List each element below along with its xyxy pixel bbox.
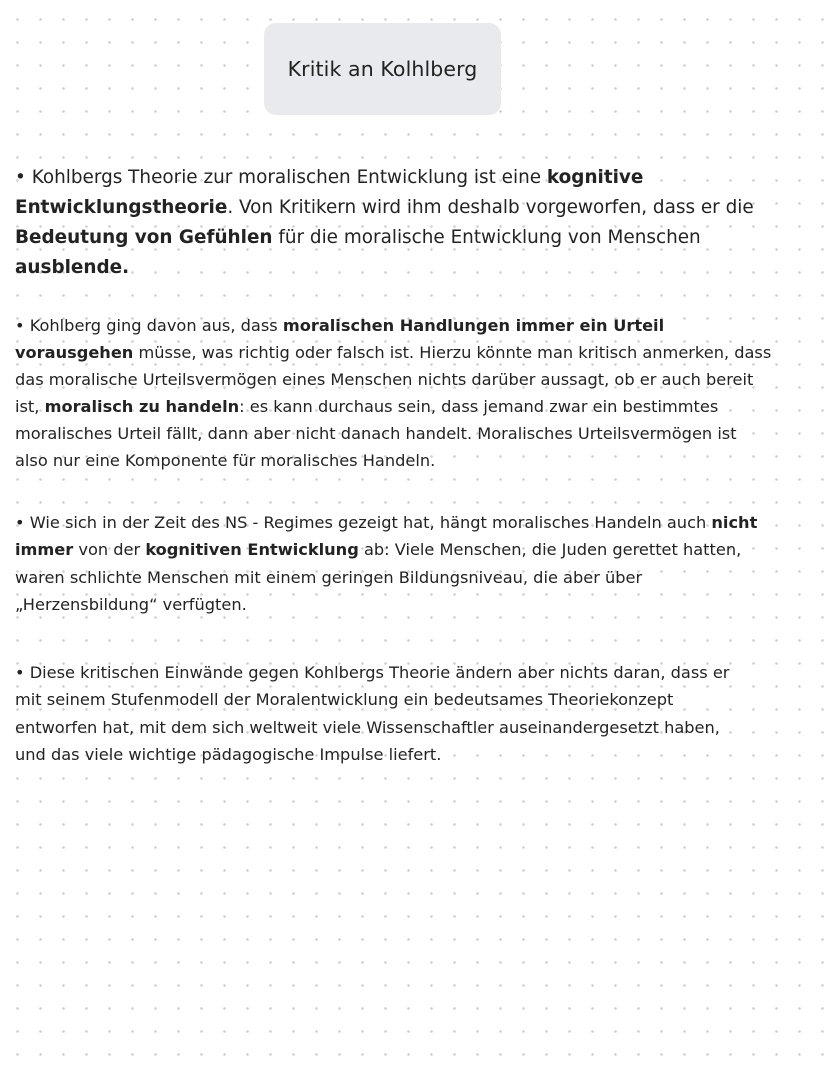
text-segment: • Kohlberg ging davon aus, dass	[15, 316, 283, 335]
text-segment: entworfen hat, mit dem sich weltweit viele Wissenschaftler auseinandergesetzt haben,	[15, 717, 720, 737]
text-line	[15, 536, 757, 563]
bold-text: kognitive	[546, 167, 644, 188]
text-line	[15, 339, 771, 366]
text-line	[15, 366, 771, 393]
text-segment: . Von Kritikern wird ihm deshalb vorgeworfen, dass er die	[227, 197, 754, 218]
title-box	[264, 23, 501, 115]
text-segment: waren schlichte Menschen mit einem geringen Bildungsniveau, die aber über	[15, 567, 643, 587]
text-segment: : es kann durchaus sein, dass jemand zwar ein bestimmtes	[239, 397, 719, 416]
page-title: Kritik an Kolhlberg	[287, 57, 478, 81]
bold-text: vorausgehen	[15, 343, 134, 362]
bold-text: kognitiven Entwicklung	[145, 540, 359, 560]
text-line	[15, 420, 771, 447]
text-line	[15, 223, 754, 253]
text-line	[15, 741, 729, 768]
bold-text: ausblende.	[15, 257, 130, 278]
paragraph-gefuehle	[15, 163, 754, 283]
text-line	[15, 686, 729, 713]
bold-text: immer	[15, 540, 74, 560]
text-line	[15, 393, 771, 420]
text-segment: das moralische Urteilsvermögen eines Menschen nichts darüber aussagt, ob er auch bereit	[15, 370, 754, 389]
bold-text: moralischen Handlungen immer ein Urteil	[282, 316, 665, 335]
text-line	[15, 447, 771, 474]
text-segment: ist,	[15, 397, 45, 416]
text-segment: und das viele wichtige pädagogische Impulse liefert.	[15, 744, 442, 764]
text-line	[15, 253, 754, 283]
text-segment: „Herzensbildung“ verfügten.	[15, 594, 247, 614]
text-line	[15, 659, 729, 686]
text-segment: von der	[73, 540, 146, 560]
text-segment: • Wie sich in der Zeit des NS - Regimes gezeigt hat, hängt moralisches Handeln auch	[15, 513, 712, 532]
bold-text: nicht	[711, 513, 758, 532]
bold-text: moralisch zu handeln	[44, 397, 240, 416]
text-line	[15, 714, 729, 741]
text-line	[15, 312, 771, 339]
text-line	[15, 193, 754, 223]
text-line	[15, 591, 757, 618]
paragraph-ns-regime	[15, 509, 757, 618]
text-line	[15, 564, 757, 591]
text-line	[15, 163, 754, 193]
bold-text: Bedeutung von Gefühlen	[15, 227, 273, 248]
text-segment: für die moralische Entwicklung von Menschen	[272, 227, 701, 248]
paragraph-fazit	[15, 659, 729, 768]
bold-text: Entwicklungstheorie	[15, 197, 228, 218]
text-segment: moralisches Urteil fällt, dann aber nicht danach handelt. Moralisches Urteilsvermögen ist	[15, 424, 737, 443]
text-segment: • Diese kritischen Einwände gegen Kohlbergs Theorie ändern aber nichts daran, dass er	[15, 663, 730, 682]
text-segment: mit seinem Stufenmodell der Moralentwicklung ein bedeutsames Theoriekonzept	[15, 690, 674, 710]
text-segment: also nur eine Komponente für moralisches Handeln.	[15, 451, 436, 470]
text-segment: • Kohlbergs Theorie zur moralischen Entwicklung ist eine	[15, 167, 547, 188]
text-line	[15, 509, 757, 536]
text-segment: ab: Viele Menschen, die Juden gerettet hatten,	[358, 540, 742, 560]
text-segment: müsse, was richtig oder falsch ist. Hierzu könnte man kritisch anmerken, dass	[133, 343, 772, 362]
paragraph-urteil	[15, 312, 771, 474]
